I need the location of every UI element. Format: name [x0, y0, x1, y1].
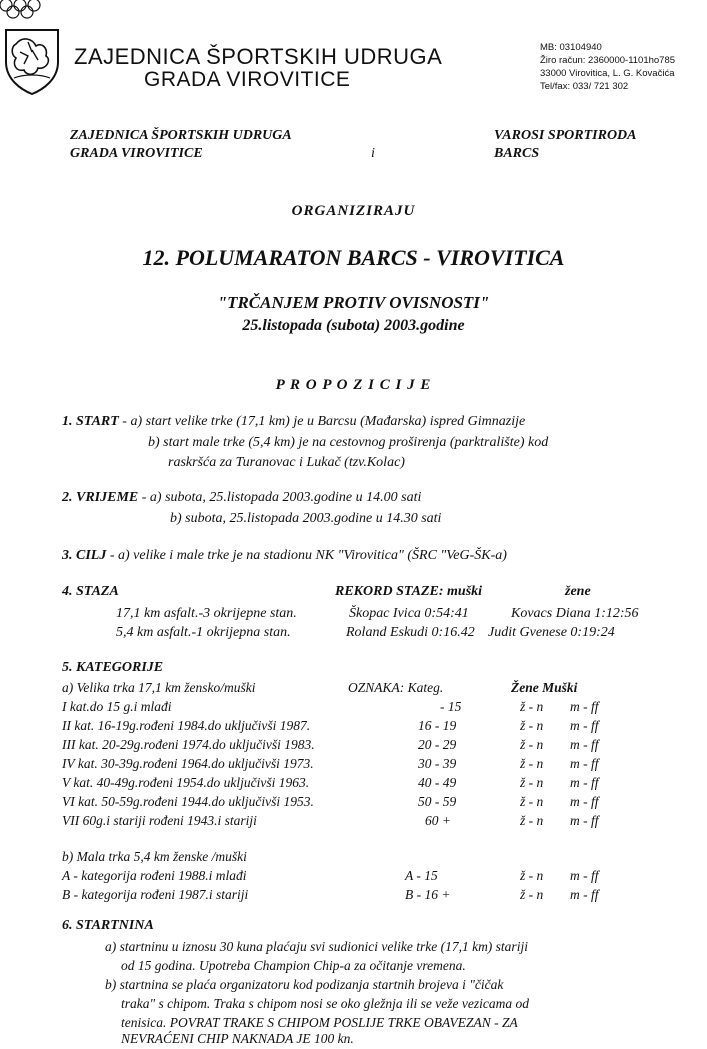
organizer-left-line: ZAJEDNICA ŠPORTSKIH UDRUGA: [70, 128, 292, 143]
category-desc: B - kategorija rođeni 1987.i stariji: [62, 887, 249, 902]
finish-text: - a) velike i male trke je na stadionu NK "Virovitica" (ŠRC "VeG-ŠK-a): [106, 548, 507, 563]
track-record-women: Judit Gvenese 0:19:24: [488, 625, 615, 640]
track-desc: 17,1 km asfalt.-3 okrijepne stan.: [116, 606, 297, 621]
category-male-code: m - ff: [570, 718, 599, 733]
category-female-code: ž - n: [520, 756, 544, 771]
category-code: 20 - 29: [418, 737, 457, 752]
category-desc: VI kat. 50-59g.rođeni 1944.do uključivši 1953.: [62, 794, 314, 809]
olympic-rings-icon: [0, 0, 62, 22]
category-desc: A - kategorija rođeni 1988.i mlađi: [62, 868, 247, 883]
category-female-code: ž - n: [520, 794, 544, 809]
event-title: 12. POLUMARATON BARCS - VIROVITICA: [142, 245, 565, 270]
contact-line: Tel/fax: 033/ 721 302: [540, 81, 629, 92]
category-male-code: m - ff: [570, 699, 599, 714]
time-text-b: b) subota, 25.listopada 2003.godine u 14.30 sati: [170, 511, 442, 526]
start-line-a: [62, 414, 525, 430]
track-record-men: Roland Eskudi 0:16.42: [346, 625, 475, 640]
event-slogan: "TRČANJEM PROTIV OVISNOSTI": [217, 293, 490, 312]
category-code: 60 +: [425, 813, 451, 828]
category-male-code: m - ff: [570, 887, 599, 902]
finish-label: 3. CILJ: [62, 548, 107, 563]
track-record-men: Škopac Ivica 0:54:41: [349, 606, 469, 621]
finish-line: [62, 548, 507, 564]
contact-line: MB: 03104940: [540, 42, 602, 53]
fee-line: a) startninu u iznosu 30 kuna plaćaju svi sudionici velike trke (17,1 km) stariji: [105, 939, 528, 954]
event-date: 25.listopada (subota) 2003.godine: [242, 317, 465, 334]
category-female-code: ž - n: [520, 887, 544, 902]
propositions-heading: P R O P O Z I C I J E: [275, 377, 432, 393]
category-female-code: ž - n: [520, 699, 544, 714]
start-text-b2: raskršća za Turanovac i Lukač (tzv.Kolac): [168, 455, 405, 470]
organizer-right-line: BARCS: [494, 146, 540, 161]
category-female-code: ž - n: [520, 868, 544, 883]
fee-line: tenisica. POVRAT TRAKE S CHIPOM POSLIJE TRKE OBAVEZAN - ZA: [121, 1015, 518, 1030]
track-desc: 5,4 km asfalt.-1 okrijepna stan.: [116, 625, 291, 640]
category-male-code: m - ff: [570, 737, 599, 752]
category-desc: IV kat. 30-39g.rođeni 1964.do uključivši 1973.: [62, 756, 314, 771]
track-record-header: REKORD STAZE: muški: [335, 584, 483, 599]
organizer-conjunction: i: [371, 146, 375, 161]
coat-of-arms-logo: [2, 26, 62, 96]
fee-line: b) startnina se plaća organizatoru kod podizanja startnih brojeva i "čičak: [105, 977, 504, 992]
start-label: 1. START: [62, 414, 119, 429]
category-desc: VII 60g.i stariji rođeni 1943.i stariji: [62, 813, 257, 828]
track-label: 4. STAZA: [62, 584, 119, 599]
categories-code-header: OZNAKA: Kateg.: [348, 680, 444, 695]
fee-line: traka" s chipom. Traka s chipom nosi se oko gležnja ili se veže vezicama od: [121, 996, 529, 1011]
category-code: A - 15: [405, 868, 438, 883]
letterhead-org-title: ZAJEDNICA ŠPORTSKIH UDRUGA: [74, 44, 443, 69]
track-women-header: žene: [565, 584, 591, 599]
categories-small-header: b) Mala trka 5,4 km ženske /muški: [62, 849, 247, 864]
category-code: - 15: [440, 699, 462, 714]
start-text-a: - a) start velike trke (17,1 km) je u Barcsu (Mađarska) ispred Gimnazije: [118, 414, 526, 429]
category-code: 40 - 49: [418, 775, 457, 790]
time-line-a: [62, 490, 421, 506]
category-male-code: m - ff: [570, 794, 599, 809]
organizer-left-line: GRADA VIROVITICE: [70, 146, 203, 161]
category-code: 16 - 19: [418, 718, 457, 733]
category-female-code: ž - n: [520, 775, 544, 790]
category-desc: V kat. 40-49g.rođeni 1954.do uključivši 1963.: [62, 775, 310, 790]
category-male-code: m - ff: [570, 775, 599, 790]
track-record-women: Kovacs Diana 1:12:56: [511, 606, 639, 621]
categories-label: 5. KATEGORIJE: [62, 660, 164, 675]
contact-line: 33000 Virovitica, L. G. Kovačića: [540, 68, 675, 79]
categories-sex-header: Žene Muški: [511, 680, 578, 695]
organize-heading: ORGANIZIRAJU: [291, 203, 416, 219]
category-desc: II kat. 16-19g.rođeni 1984.do uključivši 1987.: [62, 718, 311, 733]
category-code: B - 16 +: [405, 887, 451, 902]
category-female-code: ž - n: [520, 718, 544, 733]
letterhead-org-subtitle: GRADA VIROVITICE: [144, 68, 351, 91]
category-male-code: m - ff: [570, 756, 599, 771]
category-desc: I kat.do 15 g.i mlađi: [62, 699, 172, 714]
category-male-code: m - ff: [570, 813, 599, 828]
organizer-right-line: VAROSI SPORTIRODA: [494, 128, 637, 143]
category-male-code: m - ff: [570, 868, 599, 883]
categories-big-header: a) Velika trka 17,1 km žensko/muški: [62, 680, 256, 695]
time-text-a: - a) subota, 25.listopada 2003.godine u 14.00 sati: [138, 490, 422, 505]
time-label: 2. VRIJEME: [62, 490, 139, 505]
fee-line: NEVRAĆENI CHIP NAKNADA JE 100 kn.: [121, 1031, 354, 1046]
contact-line: Žiro račun: 2360000-1101ho785: [540, 55, 676, 66]
category-code: 50 - 59: [418, 794, 457, 809]
start-text-b: b) start male trke (5,4 km) je na cestovnog proširenja (parktralište) kod: [148, 435, 549, 450]
category-desc: III kat. 20-29g.rođeni 1974.do uključivši 1983.: [62, 737, 315, 752]
fee-line: od 15 godina. Upotreba Champion Chip-a za očitanje vremena.: [121, 958, 466, 973]
category-female-code: ž - n: [520, 813, 544, 828]
category-female-code: ž - n: [520, 737, 544, 752]
category-code: 30 - 39: [418, 756, 457, 771]
fee-label: 6. STARTNINA: [62, 918, 154, 933]
